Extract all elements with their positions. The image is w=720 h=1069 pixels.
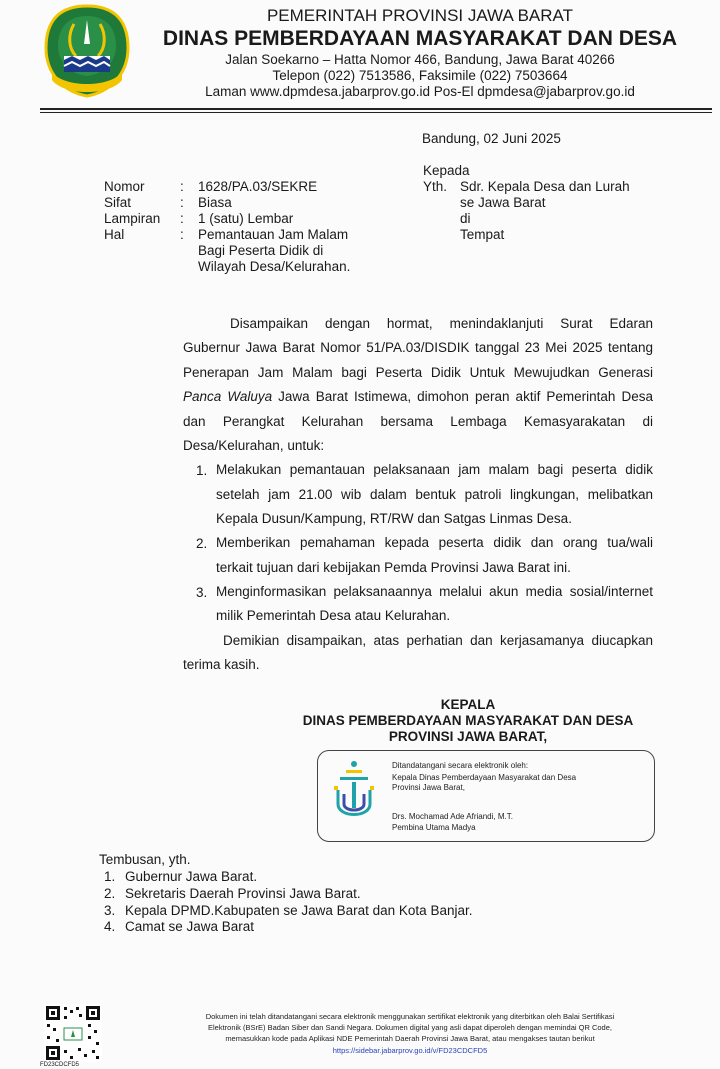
- body-line: Penerapan Jam Malam bagi Peserta Didik Untuk Mewujudkan Generasi: [183, 365, 653, 380]
- recipient-kepada: Kepada: [423, 163, 470, 178]
- recipient-yth: Yth.: [423, 179, 448, 194]
- qr-code-label: FD23CDCFD5: [40, 1062, 80, 1068]
- recipient-line: Sdr. Kepala Desa dan Lurah: [460, 179, 630, 194]
- body-line: [183, 385, 653, 410]
- agency-name: DINAS PEMBERDAYAAN MASYARAKAT DAN DESA: [162, 27, 678, 50]
- cc-number: 3.: [104, 903, 116, 918]
- letter-date: Bandung, 02 Juni 2025: [422, 131, 561, 146]
- closing-line: Demikian disampaikan, atas perhatian dan kerjasamanya diucapkan: [223, 633, 653, 648]
- list-line: setelah jam 21.00 wib dalam bentuk patroli lingkungan, melibatkan: [216, 487, 653, 502]
- meta-colon: :: [180, 179, 184, 194]
- cc-item: Gubernur Jawa Barat.: [125, 869, 258, 884]
- cc-item: Kepala DPMD.Kabupaten se Jawa Barat dan Kota Banjar.: [125, 903, 473, 918]
- body-line: Gubernur Jawa Barat Nomor 51/PA.03/DISDIK tanggal 23 Mei 2025 tentang: [183, 340, 653, 355]
- body-line: dan Perangkat Kelurahan bersama Lembaga Kemasyarakatan di: [183, 414, 653, 429]
- meta-label: Hal: [104, 227, 125, 242]
- e-sign-caption: Ditandatangani secara elektronik oleh:: [392, 761, 529, 770]
- e-sign-office: Provinsi Jawa Barat,: [392, 783, 465, 792]
- cc-number: 4.: [104, 919, 116, 934]
- list-line: Melakukan pemantauan pelaksanaan jam malam bagi peserta didik: [216, 462, 653, 477]
- cc-number: 2.: [104, 886, 116, 901]
- cc-label: Tembusan, yth.: [99, 852, 191, 867]
- meta-sifat: Biasa: [198, 195, 232, 210]
- recipient-line: se Jawa Barat: [460, 195, 546, 210]
- recipient-line: Tempat: [460, 227, 505, 242]
- letterhead-rule-thin: [40, 112, 712, 113]
- meta-lampiran: 1 (satu) Lembar: [198, 211, 294, 226]
- list-line: Kepala Dusun/Kampung, RT/RW dan Satgas Linmas Desa.: [216, 511, 572, 526]
- qr-code-icon: [44, 1004, 102, 1062]
- footer-note: Elektronik (BSrE) Badan Siber dan Sandi Negara. Dokumen digital yang asli dapat diperoleh dengan memindai QR Code,: [208, 1023, 612, 1032]
- ttd-logo-icon: [330, 760, 378, 830]
- province-emblem: [44, 4, 130, 98]
- verification-link[interactable]: https://sidebar.jabarprov.go.id/v/FD23CDCFD5: [332, 1046, 488, 1055]
- meta-colon: :: [180, 211, 184, 226]
- footer-note: memasukkan kode pada Aplikasi NDE Pemerintah Daerah Provinsi Jawa Barat, atau mengakses tautan berikut: [225, 1034, 595, 1043]
- qr-code[interactable]: [44, 1004, 102, 1062]
- ttd-logo: [330, 760, 378, 830]
- signer-name: Drs. Mochamad Ade Afriandi, M.T.: [392, 812, 513, 821]
- meta-hal: Wilayah Desa/Kelurahan.: [198, 259, 351, 274]
- list-number: 3.: [196, 585, 208, 600]
- body-line: Disampaikan dengan hormat, menindaklanjuti Surat Edaran: [230, 316, 653, 331]
- cc-item: Sekretaris Daerah Provinsi Jawa Barat.: [125, 886, 361, 901]
- signer-title: DINAS PEMBERDAYAAN MASYARAKAT DAN DESA: [302, 713, 634, 728]
- body-text: Jawa Barat Istimewa, dimohon peran aktif Pemerintah Desa: [272, 389, 653, 404]
- phone: Telepon (022) 7513586, Faksimile (022) 7503664: [272, 68, 568, 83]
- signer-title: KEPALA: [440, 697, 496, 712]
- list-line: Memberikan pemahaman kepada peserta didik dan orang tua/wali: [216, 535, 653, 550]
- cc-item: Camat se Jawa Barat: [125, 919, 255, 934]
- list-line: terkait tujuan dari kebijakan Pemda Provinsi Jawa Barat ini.: [216, 560, 571, 575]
- meta-label: Lampiran: [104, 211, 161, 226]
- footer-note: Dokumen ini telah ditandatangani secara elektronik menggunakan sertifikat elektronik yang diterbitkan oleh Balai Sertifikasi: [205, 1012, 615, 1021]
- meta-label: Sifat: [104, 195, 132, 210]
- closing-line: terima kasih.: [183, 657, 260, 672]
- meta-hal: Bagi Peserta Didik di: [198, 243, 324, 258]
- website-email: Laman www.dpmdesa.jabarprov.go.id Pos-El dpmdesa@jabarprov.go.id: [205, 84, 635, 99]
- meta-colon: :: [180, 195, 184, 210]
- list-number: 1.: [196, 463, 208, 478]
- address: Jalan Soekarno – Hatta Nomor 466, Bandung, Jawa Barat 40266: [225, 52, 615, 67]
- list-line: Menginformasikan pelaksanaannya melalui akun media sosial/internet: [216, 584, 653, 599]
- list-number: 2.: [196, 536, 208, 551]
- letterhead-rule: [40, 108, 712, 110]
- meta-colon: :: [180, 227, 184, 242]
- e-sign-office: Kepala Dinas Pemberdayaan Masyarakat dan Desa: [392, 773, 577, 782]
- meta-label: Nomor: [104, 179, 145, 194]
- meta-nomor: 1628/PA.03/SEKRE: [198, 179, 318, 194]
- cc-number: 1.: [104, 869, 116, 884]
- list-line: milik Pemerintah Desa atau Kelurahan.: [216, 608, 451, 623]
- emblem-icon: [44, 4, 130, 98]
- signer-title: PROVINSI JAWA BARAT,: [388, 729, 548, 744]
- italic-term: Panca Waluya: [183, 389, 273, 404]
- government-name: PEMERINTAH PROVINSI JAWA BARAT: [266, 6, 574, 25]
- body-line: Desa/Kelurahan, untuk:: [183, 438, 325, 453]
- signer-rank: Pembina Utama Madya: [392, 823, 476, 832]
- meta-hal: Pemantauan Jam Malam: [198, 227, 349, 242]
- recipient-line: di: [460, 211, 471, 226]
